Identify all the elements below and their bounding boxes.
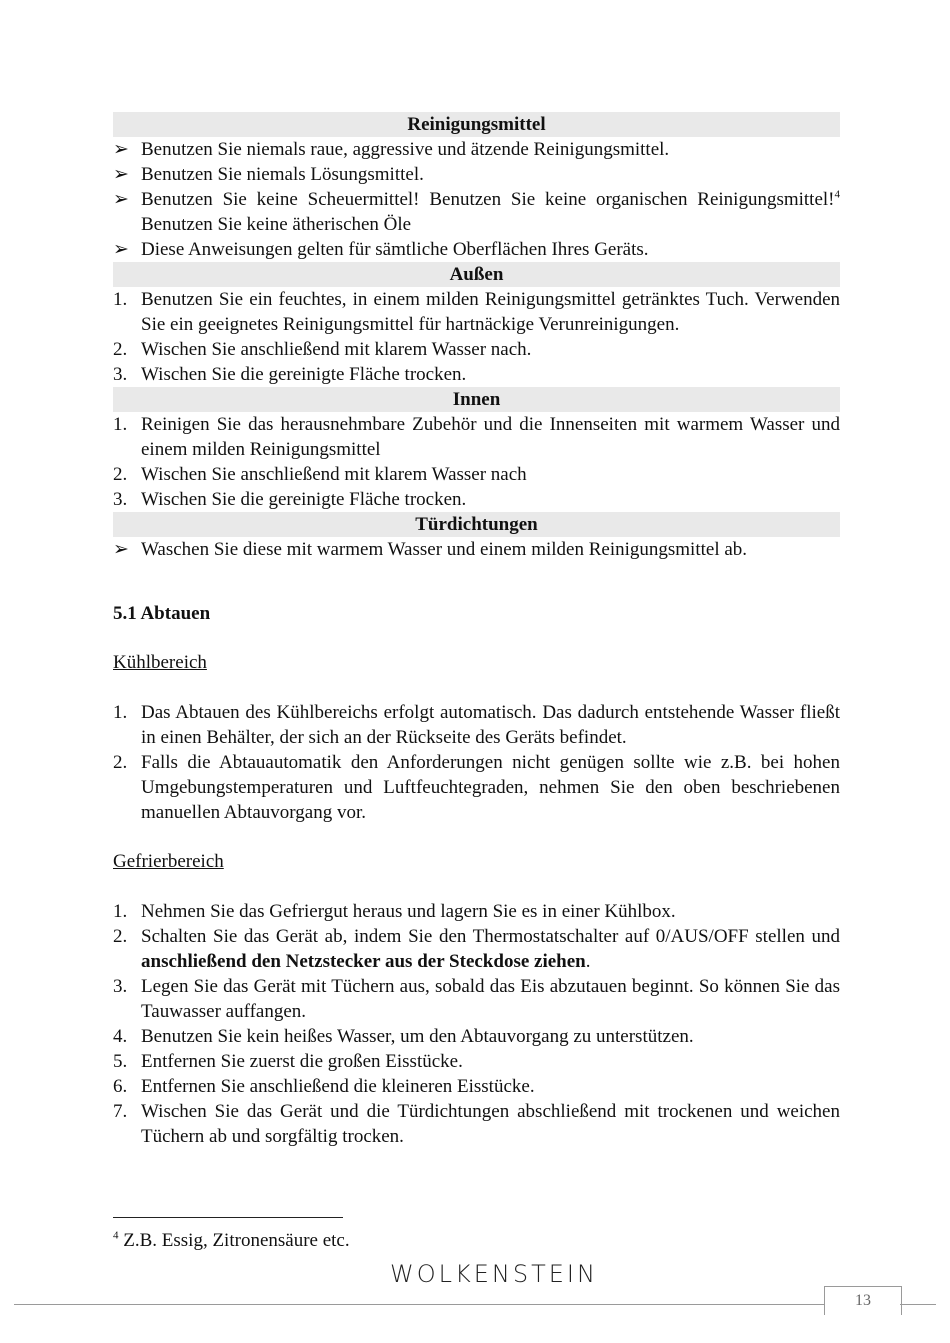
list-item-text: Nehmen Sie das Gefriergut heraus und lagern Sie es in einer Kühlbox.	[141, 901, 676, 922]
list-number: 1.	[113, 414, 128, 435]
list-number: 1.	[113, 901, 128, 922]
list-item	[113, 1099, 840, 1149]
arrow-bullet-icon: ➢	[113, 189, 129, 210]
list-item-text: Benutzen Sie niemals Lösungsmittel.	[141, 164, 424, 185]
list-item-text	[141, 924, 840, 974]
list-number: 3.	[113, 976, 128, 997]
list-item-text: Benutzen Sie niemals raue, aggressive und ätzende Reinigungsmittel.	[141, 139, 670, 160]
section-header-tuerdichtungen: Türdichtungen	[113, 512, 840, 537]
list-item-text-part: Schalten Sie das Gerät ab, indem Sie den Thermostatschalter auf 0/AUS/OFF stellen und	[141, 926, 840, 947]
list-item-text: Wischen Sie die gereinigte Fläche trocken.	[141, 489, 467, 510]
footnote-number: 4	[113, 1229, 119, 1242]
list-item	[113, 1074, 840, 1099]
footnote-reference: 4	[834, 188, 840, 201]
list-item	[113, 337, 840, 362]
list-item	[113, 899, 840, 924]
list-item-text: Wischen Sie anschließend mit klarem Wasser nach.	[141, 339, 532, 360]
list-item-text	[141, 187, 840, 237]
section-header-reinigungsmittel: Reinigungsmittel	[113, 112, 840, 137]
subheading-gefrierbereich: Gefrierbereich	[113, 851, 224, 872]
arrow-bullet-icon: ➢	[113, 239, 129, 260]
list-item	[113, 537, 840, 562]
footnote	[113, 1229, 350, 1253]
footer-divider-right	[900, 1304, 936, 1305]
list-number: 5.	[113, 1051, 128, 1072]
kuehlbereich-list	[113, 700, 840, 825]
section-header-aussen: Außen	[113, 262, 840, 287]
section-heading-abtauen: 5.1 Abtauen	[113, 603, 211, 624]
list-item-text: Wischen Sie das Gerät und die Türdichtungen abschließend mit trockenen und weichen Tüchern ab und sorgfältig trocken.	[141, 1101, 840, 1147]
list-number: 2.	[113, 464, 128, 485]
arrow-bullet-icon: ➢	[113, 539, 129, 560]
brand-logo: WOLKENSTEIN	[390, 1260, 598, 1288]
list-item-text: Reinigen Sie das herausnehmbare Zubehör und die Innenseiten mit warmem Wasser und einem milden Reinigungsmittel	[141, 414, 840, 460]
list-item	[113, 700, 840, 750]
list-item-text: Entfernen Sie zuerst die großen Eisstücke.	[141, 1051, 463, 1072]
section-header-innen: Innen	[113, 387, 840, 412]
list-item	[113, 750, 840, 825]
list-item-text-part: Benutzen Sie keine Scheuermittel! Benutzen Sie keine organischen Reinigungsmittel!	[141, 189, 835, 210]
arrow-bullet-icon: ➢	[113, 164, 129, 185]
emphasized-warning-text: anschließend den Netzstecker aus der Steckdose ziehen	[141, 951, 586, 972]
list-item-text: Entfernen Sie anschließend die kleineren Eisstücke.	[141, 1076, 535, 1097]
list-item-text-part: .	[585, 951, 591, 972]
list-item-text: Legen Sie das Gerät mit Tüchern aus, sobald das Eis abzutauen beginnt. So können Sie das Tauwasser auffangen.	[141, 976, 840, 1022]
subheading-kuehlbereich: Kühlbereich	[113, 652, 207, 673]
list-item	[113, 287, 840, 337]
list-item	[113, 487, 840, 512]
footnote-divider	[113, 1217, 343, 1218]
list-item-text-part: Benutzen Sie keine ätherischen Öle	[141, 214, 412, 235]
list-item	[113, 974, 840, 1024]
list-item-text: Benutzen Sie ein feuchtes, in einem milden Reinigungsmittel getränktes Tuch. Verwenden Sie ein geeignetes Reinigungsmittel für hartnäckige Verunreinigungen.	[141, 289, 840, 335]
list-item-text: Falls die Abtauautomatik den Anforderungen nicht genügen sollte wie z.B. bei hohen Umgebungstemperaturen und Luftfeuchtegraden, nehmen Sie den oben beschriebenen manuellen Abtauvorgang vor.	[141, 752, 840, 823]
list-item	[113, 462, 840, 487]
list-item	[113, 412, 840, 462]
footer-divider	[14, 1304, 824, 1305]
list-item-text: Wischen Sie anschließend mit klarem Wasser nach	[141, 464, 527, 485]
list-number: 3.	[113, 489, 128, 510]
page-content	[113, 112, 840, 1149]
gefrierbereich-list	[113, 899, 840, 1149]
list-number: 2.	[113, 926, 128, 947]
list-item-text: Das Abtauen des Kühlbereichs erfolgt automatisch. Das dadurch entstehende Wasser fließt in einen Behälter, der sich an der Rückseite des Geräts befindet.	[141, 702, 840, 748]
list-number: 2.	[113, 339, 128, 360]
list-item	[113, 237, 840, 262]
list-number: 6.	[113, 1076, 128, 1097]
footnote-text: Z.B. Essig, Zitronensäure etc.	[118, 1230, 350, 1251]
list-item	[113, 187, 840, 237]
list-number: 4.	[113, 1026, 128, 1047]
arrow-bullet-icon: ➢	[113, 139, 129, 160]
list-number: 7.	[113, 1101, 128, 1122]
list-item-text: Benutzen Sie kein heißes Wasser, um den Abtauvorgang zu unterstützen.	[141, 1026, 694, 1047]
list-item	[113, 924, 840, 974]
list-item	[113, 1049, 840, 1074]
list-number: 3.	[113, 364, 128, 385]
list-item-text: Diese Anweisungen gelten für sämtliche Oberflächen Ihres Geräts.	[141, 239, 649, 260]
list-number: 1.	[113, 289, 128, 310]
list-item	[113, 137, 840, 162]
list-item	[113, 1024, 840, 1049]
list-number: 1.	[113, 702, 128, 723]
list-item	[113, 362, 840, 387]
list-item	[113, 162, 840, 187]
list-number: 2.	[113, 752, 128, 773]
list-item-text: Waschen Sie diese mit warmem Wasser und einem milden Reinigungsmittel ab.	[141, 539, 748, 560]
page-number: 13	[824, 1286, 902, 1315]
list-item-text: Wischen Sie die gereinigte Fläche trocken.	[141, 364, 467, 385]
